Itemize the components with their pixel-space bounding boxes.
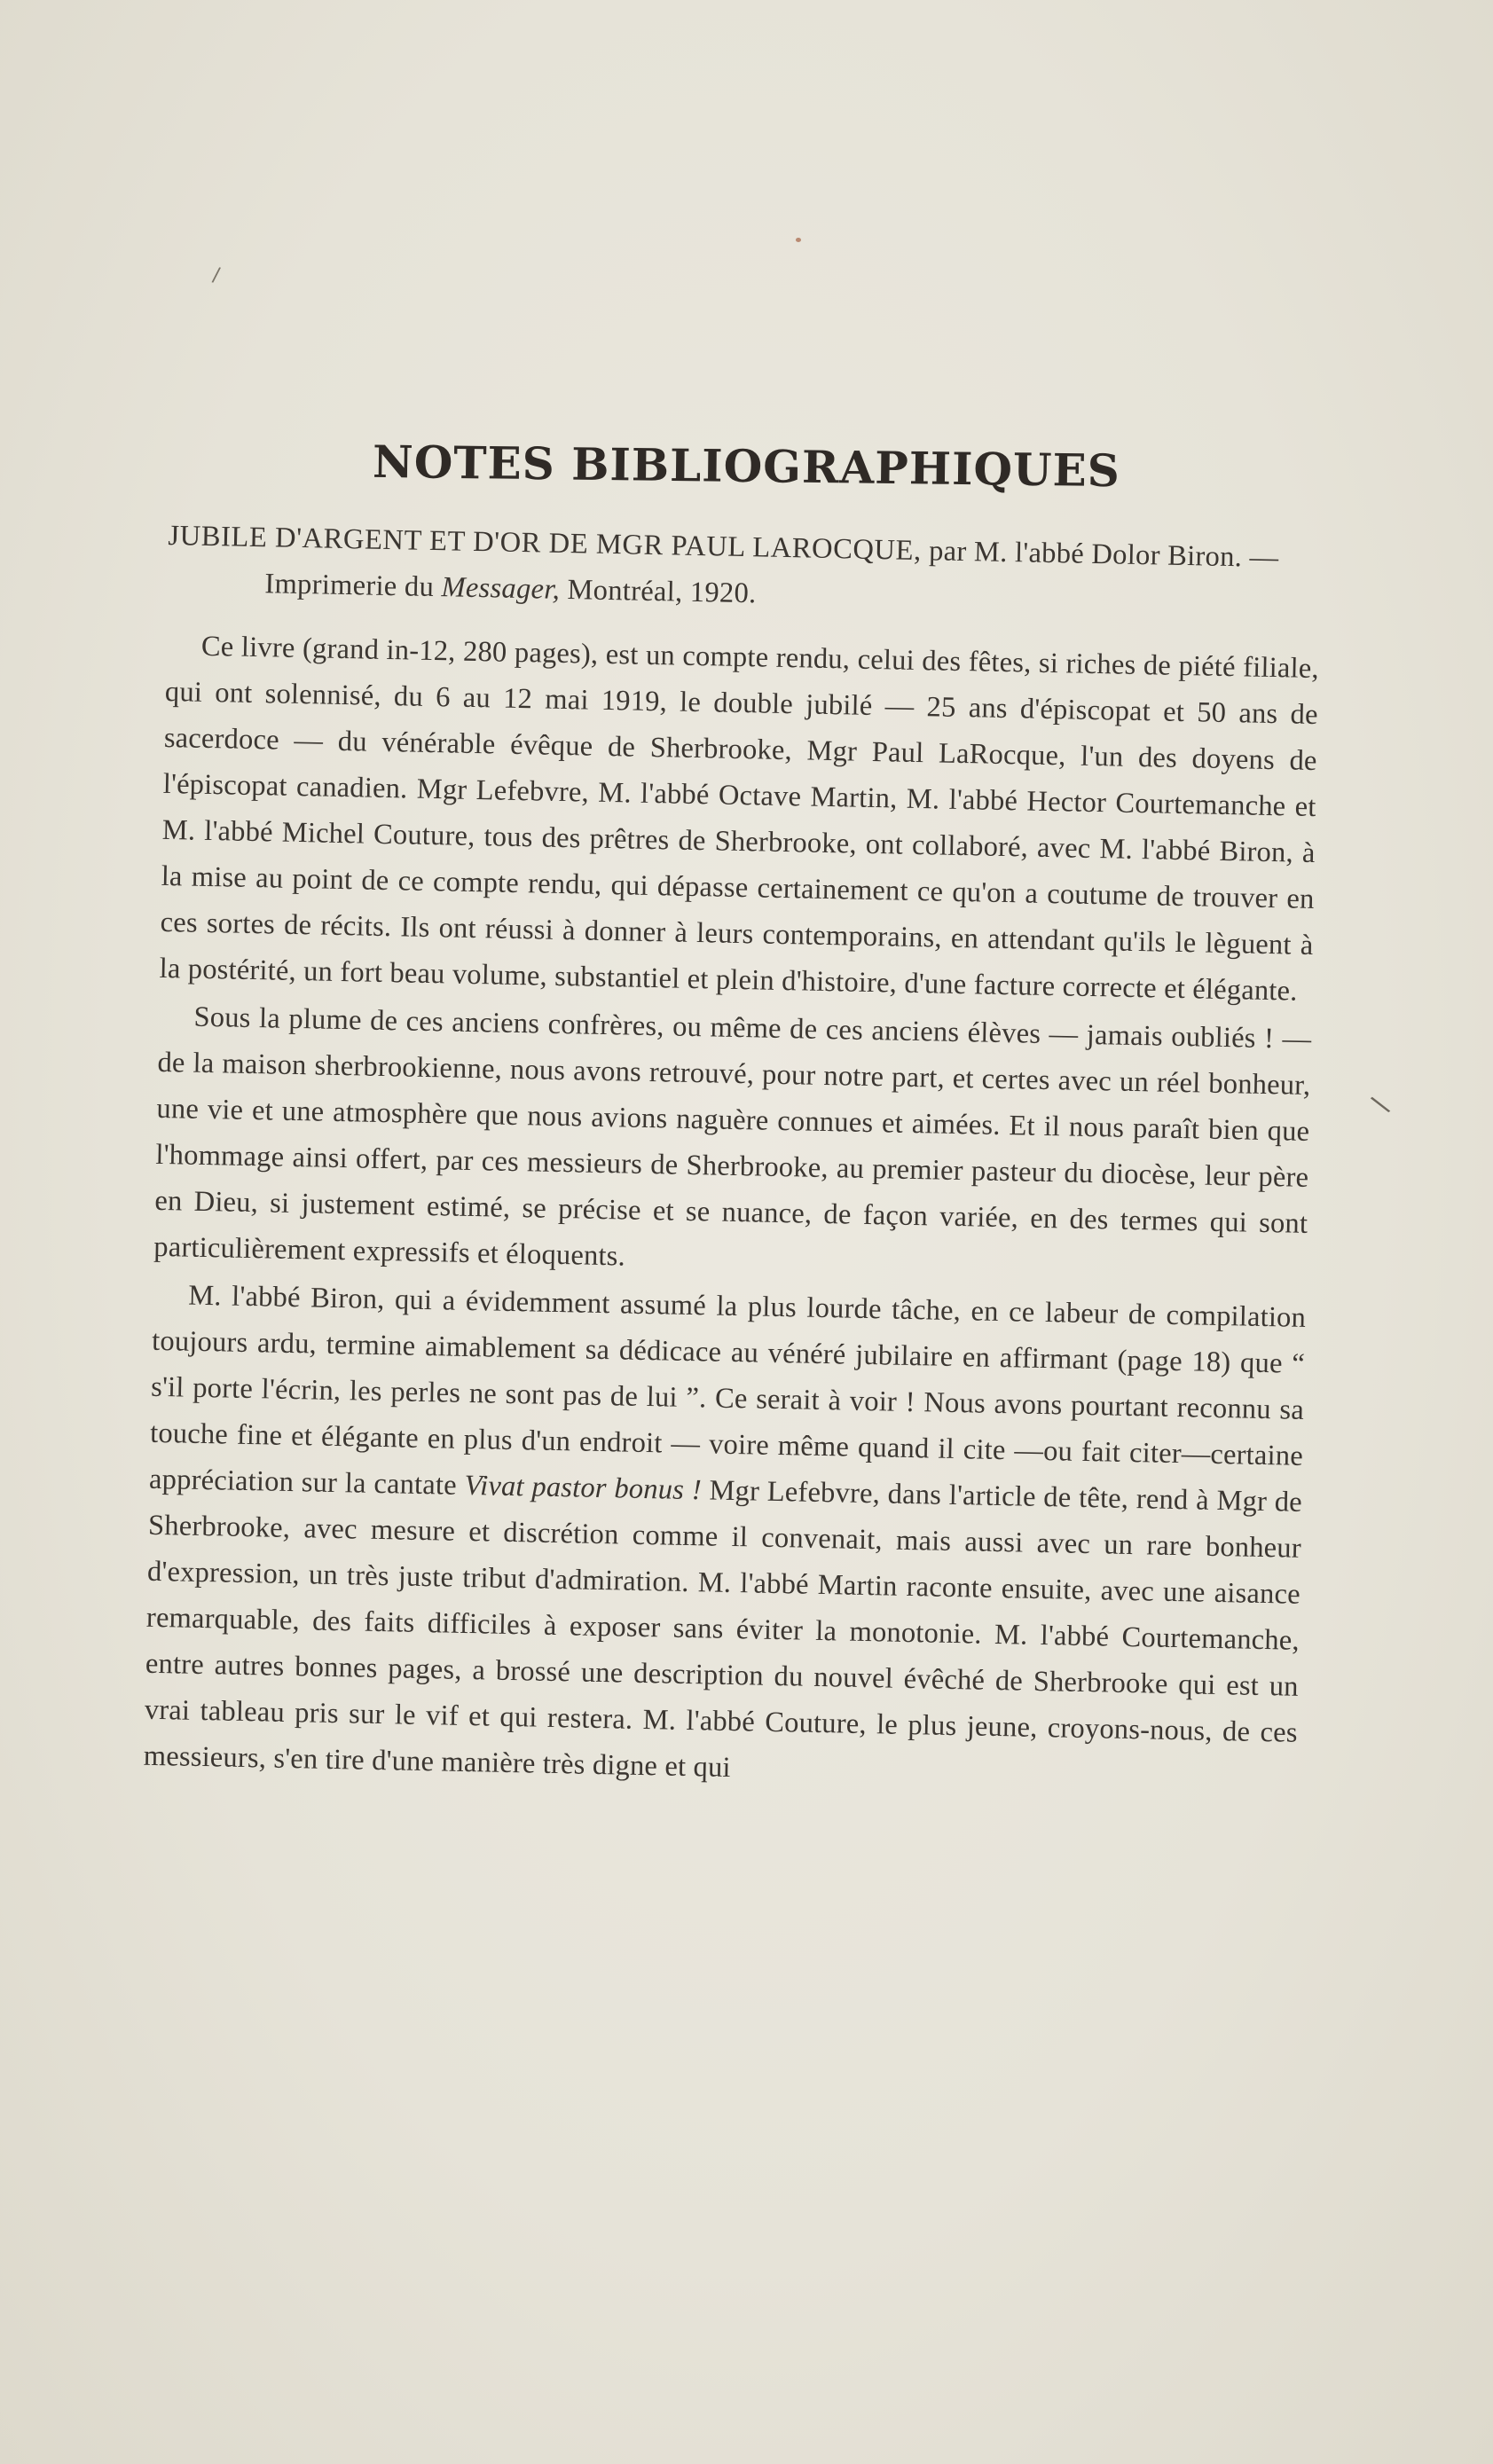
citation-title: JUBILE D'ARGENT ET D'OR DE MGR PAUL LAROCQUE, <box>168 519 923 568</box>
paragraph-2: Sous la plume de ces anciens confrères, ou même de ces anciens élèves — jamais oubliés ! — de la maison sherbrookienne, nous avons retrouvé, pour notre part, et certes avec un réel bonheur, une vie et une atmosphère que nous avions naguère connues et aimées. Et il nous paraît bien que l'hommage ainsi offert, par ces messieurs de Sherbrooke, au premier pasteur du diocèse, leur père en Dieu, si justement estimé, se précise et se nuance, de façon variée, en des termes qui sont particulièrement expressifs et éloquents. <box>153 1001 1312 1273</box>
citation-place-year: Montréal, 1920. <box>567 574 757 610</box>
ink-dot <box>796 238 801 242</box>
citation-byline: par M. l'abbé Dolor Biron. — Imprimerie du <box>264 535 1279 604</box>
paragraph-1: Ce livre (grand in-12, 280 pages), est un compte rendu, celui des fêtes, si riches de piété filiale, qui ont solennisé, du 6 au 12 mai 1919, le double jubilé — 25 ans d'épiscopat et 50 ans de sacerdoce — du vénérable évêque de Sherbrooke, Mgr Paul LaRocque, l'un des doyens de l'épiscopat canadien. Mgr Lefebvre, M. l'abbé Octave Martin, M. l'abbé Hector Courtemanche et M. l'abbé Michel Couture, tous des prêtres de Sherbrooke, ont collaboré, avec M. l'abbé Biron, à la mise au point de ce compte rendu, qui dépasse certainement ce qu'on a coutume de trouver en ces sortes de récits. Ils ont réussi à donner à leurs contemporains, en attendant qu'ils le lèguent à la postérité, un fort beau volume, substantiel et plein d'histoire, d'une facture correcte et élégante. <box>159 630 1320 1008</box>
article-body <box>143 513 1321 1802</box>
citation-publisher: Messager, <box>441 571 561 606</box>
bleed-through-header <box>479 264 1189 283</box>
margin-tick-mark: \ <box>1367 1089 1394 1120</box>
section-title: NOTES BIBLIOGRAPHIQUES <box>372 435 1121 497</box>
cantata-title: Vivat pastor bonus ! <box>464 1469 703 1507</box>
paragraph-3-text-b: Mgr Lefebvre, dans l'article de tête, rend à Mgr de Sherbrooke, avec mesure et discrétion comme il convenait, mais aussi avec un rare bonheur d'expression, un très juste tribut d'admiration. M. l'abbé Martin raconte ensuite, avec une aisance remarquable, des faits difficiles à exposer sans éviter la monotonie. M. l'abbé Courtemanche, entre autres bonnes pages, a brossé une description du nouvel évêché de Sherbrooke qui est un vrai tableau pris sur le vif et qui restera. M. l'abbé Couture, le plus jeune, croyons-nous, de ces messieurs, s'en tire d'une manière très digne et qui <box>143 1474 1303 1785</box>
paragraph-3-text-a: M. l'abbé Biron, qui a évidemment assumé la plus lourde tâche, en ce labeur de compilation toujours ardu, termine aimablement sa dédicace au vénéré jubilaire en affirmant (page 18) que “ s'il porte l'écrin, les perles ne sont pas de lui ”. Ce serait à voir ! Nous avons pourtant reconnu sa touche fine et élégante en plus d'un endroit — voire même quand il cite —ou fait citer—certaine appréciation sur la cantate <box>148 1279 1307 1502</box>
book-citation <box>167 513 1322 628</box>
pencil-mark: / <box>210 263 222 287</box>
paragraph-3 <box>143 1272 1306 1802</box>
